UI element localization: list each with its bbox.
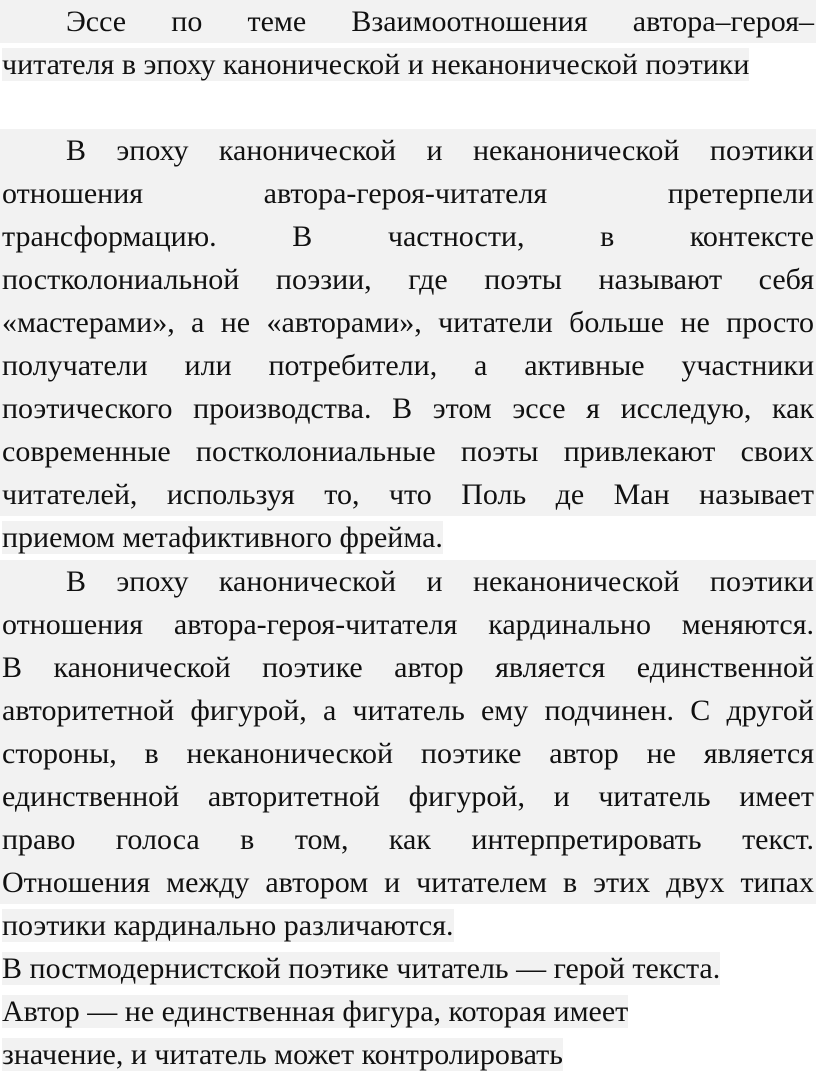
text-line: современные постколониальные поэты привлекают своих [0,430,816,473]
text-line: читателей, используя то, что Поль де Ман называет [0,473,816,516]
text-line: стороны, в неканонической поэтике автор не является [0,732,816,775]
paragraph-1 [0,129,816,559]
text-line: В эпоху канонической и неканонической поэтики [0,560,816,603]
text-line: Отношения между автором и читателем в этих двух типах [0,861,816,904]
text-line: значение, и читатель может контролировать [2,1038,563,1071]
text-line: приемом метафиктивного фрейма. [2,521,443,554]
text-line: «мастерами», а не «авторами», читатели больше не просто [0,301,816,344]
text-line: постколониальной поэзии, где поэты называют себя [0,258,816,301]
text-line: отношения автора-героя-читателя кардинально меняются. [0,603,816,646]
text-line: получатели или потребители, а активные участники [0,344,816,387]
title-line: Эссе по теме Взаимоотношения автора–героя– [0,0,816,43]
paragraph-2 [0,560,816,947]
text-line: В постмодернистской поэтике читатель — герой текста. [2,952,721,985]
text-line: отношения автора-героя-читателя претерпели [0,172,816,215]
text-line: В эпоху канонической и неканонической поэтики [0,129,816,172]
text-line: право голоса в том, как интерпретировать текст. [0,818,816,861]
text-line: Автор — не единственная фигура, которая имеет [2,995,629,1028]
title-line: читателя в эпоху канонической и неканонической поэтики [2,48,750,81]
text-line: единственной авторитетной фигурой, и читатель имеет [0,775,816,818]
text-line: трансформацию. В частности, в контексте [0,215,816,258]
essay-title [0,0,816,86]
text-line: авторитетной фигурой, а читатель ему подчинен. С другой [0,689,816,732]
paragraph-3 [0,947,816,1076]
text-line: В канонической поэтике автор является единственной [0,646,816,689]
text-line: поэтического производства. В этом эссе я исследую, как [0,387,816,430]
text-line: поэтики кардинально различаются. [2,909,454,942]
